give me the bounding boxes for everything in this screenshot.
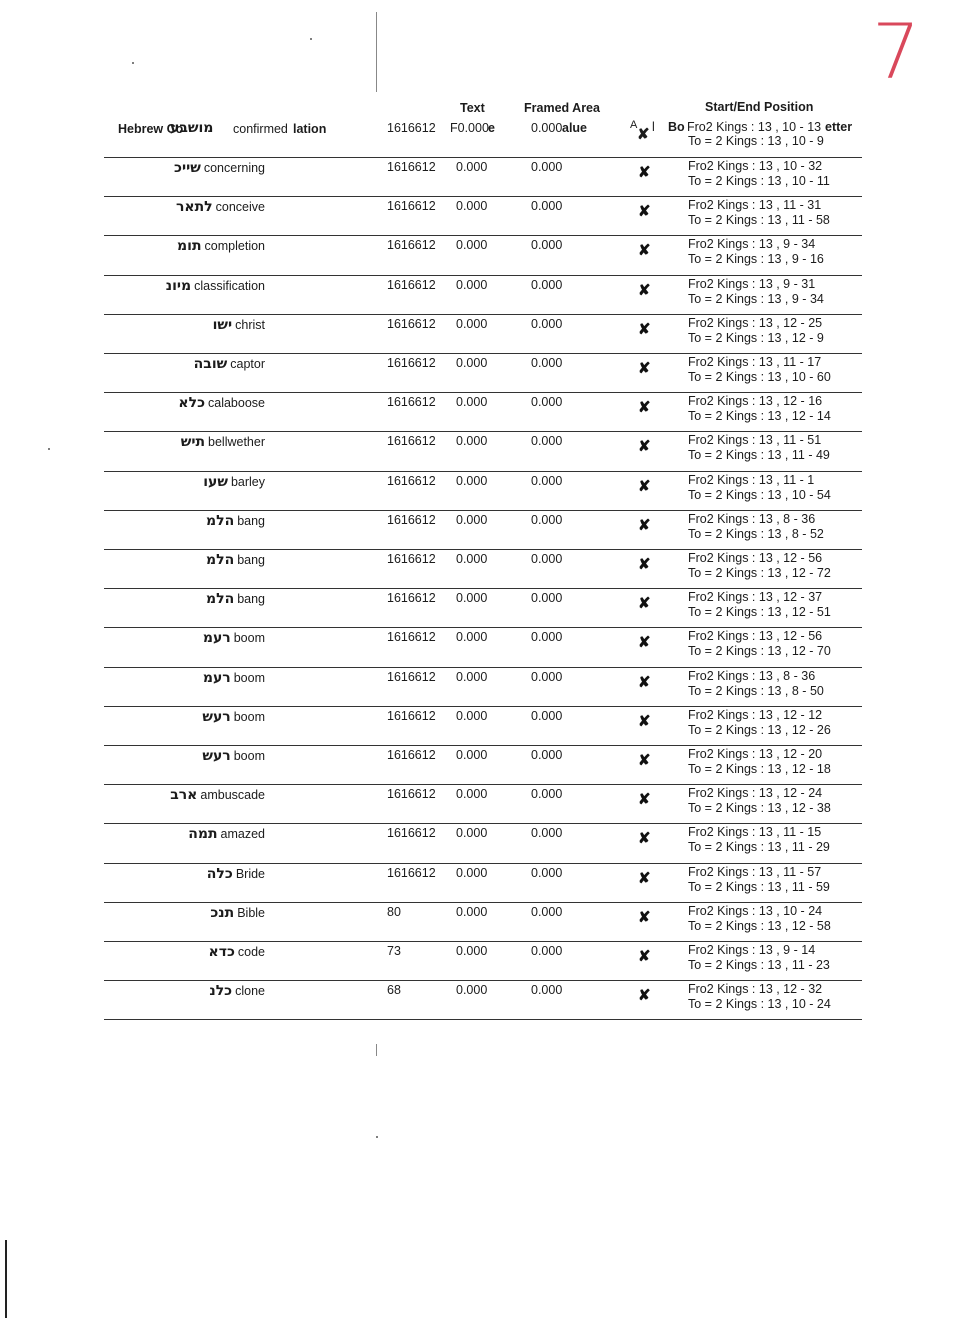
cross-mark-icon: ✘ [638, 673, 651, 691]
english-word: boom [233, 709, 265, 724]
word-cell [202, 709, 265, 725]
word-cell [206, 552, 265, 568]
to-position-cell: To = 2 Kings : 13 , 12 - 38 [688, 801, 831, 816]
english-word: Bible [237, 905, 265, 920]
hebrew-word: שייכ [174, 160, 201, 176]
hebrew-word: תנכ [210, 904, 235, 921]
frequency-cell: 68 [387, 983, 401, 998]
cross-mark-icon: ✘ [638, 595, 651, 613]
scan-line [376, 1044, 377, 1056]
cross-mark-icon: ✘ [638, 320, 651, 338]
frequency-cell: 1616612 [387, 277, 436, 292]
to-position-cell: To = 2 Kings : 13 , 12 - 18 [688, 762, 831, 776]
table-row [0, 668, 960, 706]
framed-value-cell: 0.000 [531, 630, 563, 645]
table-row [0, 315, 960, 353]
framed-value-cell: 0.000 [531, 787, 563, 802]
english-word: captor [230, 357, 265, 371]
english-word: concerning [203, 161, 265, 175]
first-row-mark: ✘ [637, 126, 650, 143]
cross-mark-icon: ✘ [638, 634, 651, 652]
text-value-cell: 0.000 [456, 395, 488, 410]
table-row [0, 354, 960, 392]
cross-mark-icon: ✘ [638, 830, 651, 848]
text-value-cell: 0.000 [456, 826, 488, 841]
from-position-cell: Fro2 Kings : 13 , 11 - 17 [688, 355, 822, 369]
frequency-cell: 1616612 [387, 787, 436, 802]
from-position-cell: Fro2 Kings : 13 , 12 - 20 [688, 747, 823, 761]
table-row [0, 628, 960, 666]
word-cell [194, 356, 265, 372]
hebrew-word: תמה [188, 826, 218, 843]
header-text: Text [460, 101, 485, 115]
table-row [0, 236, 960, 274]
word-cell [170, 787, 265, 803]
framed-value-cell: 0.000 [531, 669, 563, 684]
word-cell [207, 866, 265, 882]
table-row [0, 393, 960, 431]
framed-value-cell: 0.000 [531, 395, 563, 410]
hebrew-word: שעו [203, 473, 228, 490]
framed-value-cell: 0.000 [531, 356, 563, 370]
hebrew-word: ישו [212, 316, 233, 333]
frequency-cell: 1616612 [387, 356, 436, 370]
cross-mark-icon: ✘ [638, 752, 651, 769]
hebrew-word: תיש [180, 434, 206, 451]
to-position-cell: To = 2 Kings : 13 , 11 - 59 [688, 879, 830, 894]
frequency-cell: 1616612 [387, 748, 436, 762]
from-position-cell: Fro2 Kings : 13 , 12 - 32 [688, 982, 823, 997]
text-value-cell: 0.000 [456, 356, 488, 370]
text-value-cell: 0.000 [456, 865, 488, 880]
frequency-cell: 1616612 [387, 316, 436, 331]
word-cell [178, 395, 265, 411]
text-value-cell: 0.000 [456, 552, 488, 566]
frequency-cell: 1616612 [387, 512, 436, 527]
hebrew-word: לתאר [176, 199, 213, 216]
row-divider [104, 1019, 862, 1020]
hebrew-word: כלה [206, 865, 233, 882]
cross-mark-icon: ✘ [638, 399, 651, 417]
english-word: bellwether [208, 435, 265, 450]
to-position-cell: To = 2 Kings : 13 , 8 - 52 [688, 526, 824, 541]
from-position-cell: Fro2 Kings : 13 , 10 - 24 [688, 903, 823, 918]
english-word: conceive [215, 200, 265, 215]
word-cell [209, 983, 265, 999]
framed-value-cell: 0.000 [531, 591, 563, 606]
hebrew-word: כלא [178, 395, 205, 412]
framed-value-cell: 0.000 [531, 865, 563, 880]
first-row-mark-prefix: A [630, 119, 638, 131]
word-cell [206, 513, 265, 529]
word-cell [202, 748, 265, 764]
word-cell [206, 591, 265, 607]
text-value-cell: 0.000 [456, 434, 488, 449]
table-row [0, 864, 960, 902]
table-row [0, 824, 960, 862]
to-position-cell: To = 2 Kings : 13 , 12 - 26 [688, 722, 831, 737]
frequency-cell: 73 [387, 944, 401, 958]
from-position-cell: Fro2 Kings : 13 , 8 - 36 [688, 511, 816, 526]
text-value-cell: 0.000 [456, 630, 488, 645]
hebrew-word: רעמ [202, 669, 231, 686]
word-cell [166, 278, 265, 294]
from-position-cell: Fro2 Kings : 13 , 11 - 31 [688, 198, 822, 213]
text-value-cell: 0.000 [456, 708, 488, 723]
english-word: barley [230, 474, 265, 489]
first-row-english: confirmed [233, 122, 288, 136]
text-value-cell: 0.000 [456, 983, 488, 998]
text-value-cell: 0.000 [456, 591, 488, 606]
hebrew-word: ארב [170, 787, 198, 804]
text-value-cell: 0.000 [456, 160, 488, 174]
word-cell [213, 317, 265, 333]
framed-value-cell: 0.000 [531, 473, 563, 488]
english-word: calaboose [208, 396, 265, 411]
hebrew-word: הלמ [205, 552, 235, 568]
scan-line [376, 12, 377, 92]
table-row [0, 197, 960, 235]
first-row-label: Hebrew Co [118, 122, 184, 136]
cross-mark-icon: ✘ [638, 203, 651, 221]
first-row [0, 119, 960, 153]
framed-value-cell: 0.000 [531, 552, 563, 566]
first-row-framed-value: 0.000 [531, 121, 563, 135]
cross-mark-icon: ✘ [638, 477, 651, 495]
first-row-from-suffix: etter [825, 120, 853, 134]
hebrew-word: הלמ [205, 591, 235, 608]
text-value-cell: 0.000 [456, 904, 488, 919]
table-row [0, 432, 960, 470]
first-row-mark-suffix: l [652, 120, 655, 134]
cross-mark-icon: ✘ [638, 438, 651, 456]
english-word: bang [237, 592, 265, 607]
from-position-cell: Fro2 Kings : 13 , 9 - 34 [688, 237, 816, 252]
hebrew-word: רעמ [202, 630, 231, 647]
cross-mark-icon: ✘ [638, 164, 651, 181]
cross-mark-icon: ✘ [638, 242, 651, 260]
first-row-hebrew: מושבע [170, 120, 214, 136]
from-position-cell: Fro2 Kings : 13 , 9 - 31 [688, 276, 816, 291]
framed-value-cell: 0.000 [531, 316, 563, 331]
scan-speck [310, 38, 312, 40]
english-word: bang [237, 513, 265, 528]
to-position-cell: To = 2 Kings : 13 , 12 - 51 [688, 605, 831, 620]
framed-value-cell: 0.000 [531, 983, 563, 998]
frequency-cell: 80 [387, 904, 401, 919]
cross-mark-icon: ✘ [638, 869, 651, 887]
text-value-cell: 0.000 [456, 277, 488, 292]
to-position-cell: To = 2 Kings : 13 , 11 - 58 [688, 213, 830, 228]
to-position-cell: To = 2 Kings : 13 , 11 - 29 [688, 840, 830, 855]
framed-value-cell: 0.000 [531, 277, 563, 292]
word-cell [176, 199, 265, 215]
table-row [0, 903, 960, 941]
cross-mark-icon: ✘ [638, 987, 651, 1005]
to-position-cell: To = 2 Kings : 13 , 8 - 50 [688, 683, 824, 698]
hebrew-word: שובה [193, 356, 228, 372]
hebrew-word: הלמ [205, 512, 235, 529]
cross-mark-icon: ✘ [638, 556, 651, 573]
from-position-cell: Fro2 Kings : 13 , 11 - 15 [688, 825, 822, 840]
framed-value-cell: 0.000 [531, 826, 563, 841]
framed-value-cell: 0.000 [531, 160, 563, 174]
framed-value-cell: 0.000 [531, 199, 563, 214]
cross-mark-icon: ✘ [638, 908, 651, 926]
word-cell [210, 905, 265, 921]
text-value-cell: 0.000 [456, 944, 488, 958]
table-row [0, 746, 960, 784]
frequency-cell: 1616612 [387, 199, 436, 214]
from-position-cell: Fro2 Kings : 13 , 11 - 1 [688, 472, 815, 487]
table-row [0, 942, 960, 980]
english-word: boom [233, 749, 265, 763]
frequency-cell: 1616612 [387, 826, 436, 841]
english-word: classification [194, 278, 265, 293]
frequency-cell: 1616612 [387, 591, 436, 606]
frequency-cell: 1616612 [387, 434, 436, 449]
page-number: 7 [872, 7, 921, 96]
hebrew-word: רעש [202, 708, 231, 725]
framed-value-cell: 0.000 [531, 434, 563, 449]
first-row-to: To = 2 Kings : 13 , 10 - 9 [688, 134, 824, 148]
hebrew-word: תומ [177, 238, 202, 255]
header-start-end-position: Start/End Position [705, 100, 814, 114]
table-row [0, 276, 960, 314]
first-row-from: Fro2 Kings : 13 , 10 - 13 [687, 120, 822, 134]
from-position-cell: Fro2 Kings : 13 , 12 - 25 [688, 315, 823, 330]
to-position-cell: To = 2 Kings : 13 , 9 - 16 [688, 252, 824, 267]
first-row-overprint: lation [293, 122, 327, 136]
cross-mark-icon: ✘ [638, 791, 651, 809]
from-position-cell: Fro2 Kings : 13 , 9 - 14 [688, 943, 816, 957]
first-row-text-suffix: e [488, 121, 495, 135]
frequency-cell: 1616612 [387, 395, 436, 410]
table-row [0, 158, 960, 196]
frequency-cell: 1616612 [387, 630, 436, 645]
word-cell [209, 944, 265, 960]
from-position-cell: Fro2 Kings : 13 , 11 - 51 [688, 433, 822, 448]
word-cell [203, 670, 265, 686]
english-word: boom [233, 631, 265, 646]
to-position-cell: To = 2 Kings : 13 , 10 - 54 [688, 487, 831, 502]
cross-mark-icon: ✘ [638, 712, 651, 730]
word-cell [188, 826, 265, 842]
first-row-frequency: 1616612 [387, 121, 436, 135]
word-cell [203, 474, 265, 490]
frequency-cell: 1616612 [387, 708, 436, 723]
text-value-cell: 0.000 [456, 199, 488, 214]
to-position-cell: To = 2 Kings : 13 , 12 - 58 [688, 918, 831, 933]
scan-speck [132, 62, 134, 64]
framed-value-cell: 0.000 [531, 512, 563, 527]
from-position-cell: Fro2 Kings : 13 , 12 - 56 [688, 629, 823, 644]
english-word: ambuscade [200, 788, 265, 803]
hebrew-word: כדא [208, 944, 235, 960]
word-cell [177, 238, 265, 254]
english-word: clone [235, 984, 265, 999]
english-word: code [237, 945, 265, 959]
first-row-text-value: F0.000 [450, 121, 489, 135]
from-position-cell: Fro2 Kings : 13 , 12 - 56 [688, 551, 823, 565]
first-row-framed-suffix: alue [562, 121, 588, 135]
from-position-cell: Fro2 Kings : 13 , 12 - 37 [688, 590, 823, 605]
text-value-cell: 0.000 [456, 238, 488, 253]
cross-mark-icon: ✘ [638, 948, 651, 965]
english-word: boom [233, 670, 265, 685]
text-value-cell: 0.000 [456, 473, 488, 488]
text-value-cell: 0.000 [456, 512, 488, 527]
hebrew-word: רעש [202, 748, 231, 764]
framed-value-cell: 0.000 [531, 748, 563, 762]
from-position-cell: Fro2 Kings : 13 , 11 - 57 [688, 864, 822, 879]
frequency-cell: 1616612 [387, 160, 436, 174]
cross-mark-icon: ✘ [638, 516, 651, 534]
table-row [0, 707, 960, 745]
english-word: bang [237, 553, 265, 567]
frequency-cell: 1616612 [387, 473, 436, 488]
table-row [0, 550, 960, 588]
framed-value-cell: 0.000 [531, 944, 563, 958]
to-position-cell: To = 2 Kings : 13 , 11 - 49 [688, 448, 830, 463]
first-row-pos-prefix: Bo [668, 120, 685, 134]
from-position-cell: Fro2 Kings : 13 , 8 - 36 [688, 668, 816, 683]
framed-value-cell: 0.000 [531, 708, 563, 723]
frequency-cell: 1616612 [387, 238, 436, 253]
frequency-cell: 1616612 [387, 865, 436, 880]
scan-speck [48, 448, 50, 450]
cross-mark-icon: ✘ [638, 281, 651, 299]
table-row [0, 589, 960, 627]
to-position-cell: To = 2 Kings : 13 , 12 - 9 [688, 330, 824, 345]
cross-mark-icon: ✘ [638, 360, 651, 377]
to-position-cell: To = 2 Kings : 13 , 12 - 14 [688, 409, 831, 424]
word-cell [174, 160, 265, 176]
to-position-cell: To = 2 Kings : 13 , 9 - 34 [688, 291, 824, 306]
scan-speck [376, 1136, 378, 1138]
english-word: Bride [235, 866, 265, 881]
text-value-cell: 0.000 [456, 748, 488, 762]
frequency-cell: 1616612 [387, 669, 436, 684]
to-position-cell: To = 2 Kings : 13 , 12 - 70 [688, 644, 831, 659]
from-position-cell: Fro2 Kings : 13 , 12 - 16 [688, 394, 823, 409]
to-position-cell: To = 2 Kings : 13 , 12 - 72 [688, 566, 831, 580]
framed-value-cell: 0.000 [531, 904, 563, 919]
text-value-cell: 0.000 [456, 669, 488, 684]
frequency-cell: 1616612 [387, 552, 436, 566]
to-position-cell: To = 2 Kings : 13 , 10 - 11 [688, 174, 830, 188]
hebrew-word: מיונ [165, 277, 192, 294]
header-framed-area: Framed Area [524, 101, 600, 115]
to-position-cell: To = 2 Kings : 13 , 11 - 23 [688, 958, 830, 972]
scan-edge-mark [5, 1240, 7, 1318]
to-position-cell: To = 2 Kings : 13 , 10 - 60 [688, 370, 831, 384]
text-value-cell: 0.000 [456, 787, 488, 802]
table-row [0, 785, 960, 823]
table-row [0, 511, 960, 549]
text-value-cell: 0.000 [456, 316, 488, 331]
table-row [0, 472, 960, 510]
framed-value-cell: 0.000 [531, 238, 563, 253]
table-row [0, 981, 960, 1019]
word-cell [181, 434, 265, 450]
english-word: amazed [220, 827, 265, 842]
from-position-cell: Fro2 Kings : 13 , 10 - 32 [688, 159, 823, 173]
english-word: christ [235, 317, 265, 332]
hebrew-word: כלנ [209, 983, 233, 1000]
to-position-cell: To = 2 Kings : 13 , 10 - 24 [688, 997, 831, 1012]
from-position-cell: Fro2 Kings : 13 , 12 - 24 [688, 786, 823, 801]
from-position-cell: Fro2 Kings : 13 , 12 - 12 [688, 707, 823, 722]
english-word: completion [204, 239, 265, 254]
word-cell [203, 630, 265, 646]
